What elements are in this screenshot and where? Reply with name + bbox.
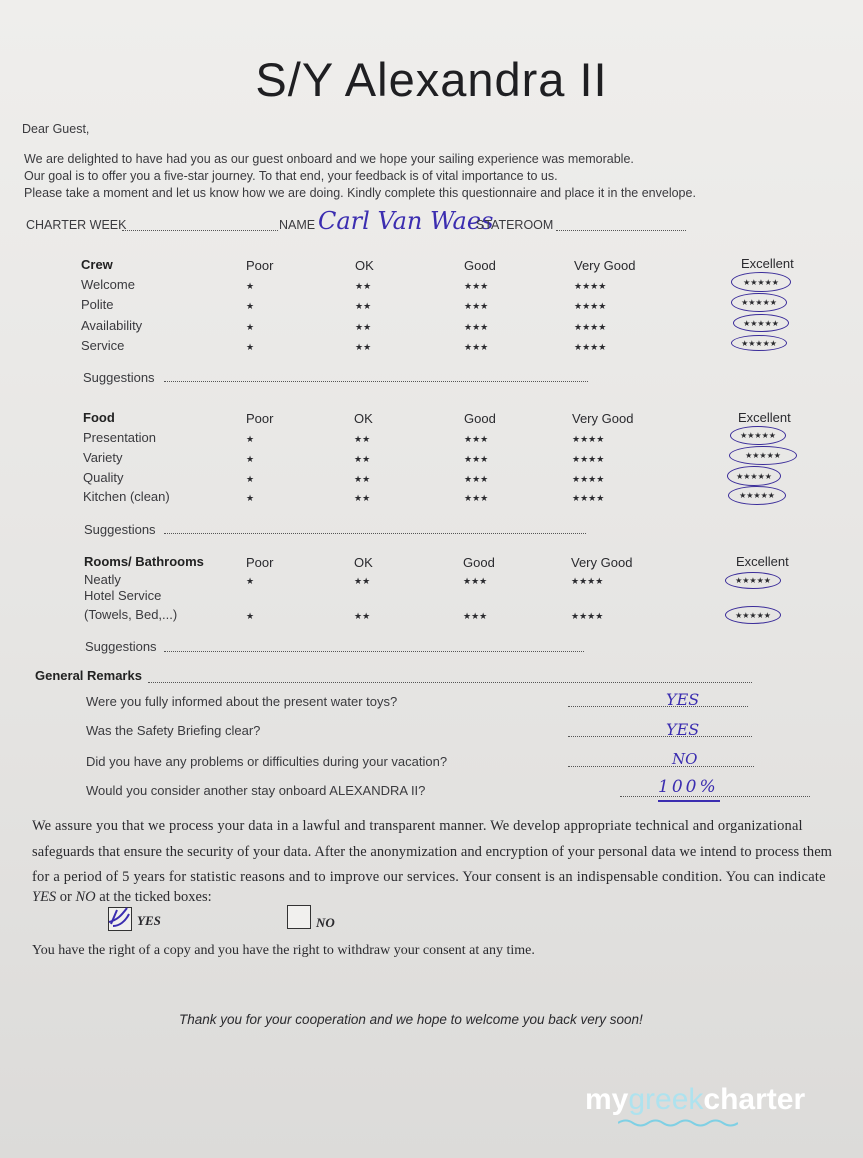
rating-excellent-circled[interactable]: ★★★★★ [728,486,786,505]
rating-very-good[interactable]: ★★★★ [574,281,607,291]
rating-good[interactable]: ★★★ [464,342,489,352]
name-value[interactable]: Carl Van Waes [318,207,494,235]
rating-excellent-circled[interactable]: ★★★★★ [733,314,789,332]
rating-very-good[interactable]: ★★★★ [574,342,607,352]
rating-very-good[interactable]: ★★★★ [572,454,605,464]
name-label: NAME [279,218,316,232]
intro-line-3: Please take a moment and let us know how we are doing. Kindly complete this questionnaire and place it in the envelope. [24,186,696,200]
intro-line-1: We are delighted to have had you as our guest onboard and we hope your sailing experience was memorable. [24,152,634,166]
consent-yes-word: YES [32,889,57,905]
mygreekcharter-logo [585,1083,805,1117]
rating-ok[interactable]: ★★ [354,493,371,503]
rating-ok[interactable]: ★★ [355,281,372,291]
rating-poor[interactable]: ★ [246,493,255,503]
logo-part-charter: charter [703,1083,806,1116]
closing-message: Thank you for your cooperation and we hope to welcome you back very soon! [179,1012,643,1027]
col-good: Good [463,555,495,570]
yes-checkbox[interactable] [108,907,132,931]
rating-poor[interactable]: ★ [246,474,255,484]
general-remarks-heading: General Remarks [35,668,142,683]
stateroom-label: STATEROOM [476,218,554,232]
row-label: Kitchen (clean) [83,489,170,504]
section-heading: Food [83,410,115,425]
row-label: Presentation [83,430,156,445]
rating-very-good[interactable]: ★★★★ [572,474,605,484]
rating-very-good[interactable]: ★★★★ [574,322,607,332]
col-good: Good [464,411,496,426]
wave-icon [618,1118,738,1128]
col-ok: OK [355,258,374,273]
page-title: S/Y Alexandra II [255,53,608,106]
col-very-good: Very Good [571,555,633,570]
col-poor: Poor [246,258,274,273]
charter-week-field[interactable] [122,230,278,231]
consent-ticked-text: at the ticked boxes: [95,889,212,905]
rating-very-good[interactable]: ★★★★ [574,301,607,311]
section-heading: Rooms/ Bathrooms [84,554,204,569]
rating-excellent-circled[interactable]: ★★★★★ [725,572,781,589]
row-label: Service [81,338,125,353]
col-ok: OK [354,555,373,570]
suggestions-label: Suggestions [83,370,155,385]
rating-excellent-circled[interactable]: ★★★★★ [731,293,787,312]
handwritten-underline [658,800,720,802]
consent-line-3: for a period of 5 years for statistic reasons and to improve our services. Your consent is an indispensable condition. You can indicate [32,869,826,885]
consent-or-word: or [56,889,76,905]
rating-ok[interactable]: ★★ [355,342,372,352]
remark-question: Was the Safety Briefing clear? [86,723,261,738]
col-excellent: Excellent [736,554,789,569]
col-very-good: Very Good [574,258,636,273]
suggestions-label: Suggestions [84,522,156,537]
rating-poor[interactable]: ★ [246,322,255,332]
rating-good[interactable]: ★★★ [464,322,489,332]
logo-part-my: my [585,1083,629,1116]
remark-answer[interactable]: YES [666,720,700,739]
rating-good[interactable]: ★★★ [464,493,489,503]
col-poor: Poor [246,411,274,426]
rating-good[interactable]: ★★★ [464,281,489,291]
greeting: Dear Guest, [22,122,90,136]
rating-good[interactable]: ★★★ [464,301,489,311]
row-label: Welcome [81,277,135,292]
rating-excellent-circled[interactable]: ★★★★★ [727,466,781,486]
rating-excellent-circled[interactable]: ★★★★★ [731,272,791,292]
remark-answer[interactable]: NO [672,750,698,768]
rating-ok[interactable]: ★★ [354,434,371,444]
section-heading: Crew [81,257,113,272]
rating-ok[interactable]: ★★ [354,576,371,586]
rating-excellent-circled[interactable]: ★★★★★ [725,606,781,624]
rating-poor[interactable]: ★ [246,611,255,621]
check-mark-icon [107,904,137,930]
intro-line-2: Our goal is to offer you a five-star journey. To that end, your feedback is of vital importance to us. [24,169,558,183]
stateroom-field[interactable] [556,230,686,231]
logo-part-greek: greek [628,1083,704,1116]
rating-poor[interactable]: ★ [246,576,255,586]
remark-question: Did you have any problems or difficulties during your vacation? [86,754,448,769]
col-ok: OK [354,411,373,426]
consent-no-word: NO [75,889,96,905]
rating-excellent-circled[interactable]: ★★★★★ [729,446,797,465]
rating-ok[interactable]: ★★ [354,454,371,464]
remark-answer-line[interactable] [568,706,748,707]
col-excellent: Excellent [738,410,791,425]
rating-very-good[interactable]: ★★★★ [571,576,604,586]
rating-good[interactable]: ★★★ [464,454,489,464]
rating-poor[interactable]: ★ [246,342,255,352]
rating-good[interactable]: ★★★ [464,434,489,444]
rating-excellent-circled[interactable]: ★★★★★ [730,426,786,445]
rating-poor[interactable]: ★ [246,434,255,444]
suggestions-field[interactable] [164,381,588,382]
suggestions-label: Suggestions [85,639,157,654]
remark-question: Would you consider another stay onboard ALEXANDRA II? [86,783,426,798]
suggestions-field[interactable] [164,533,586,534]
remark-answer-line[interactable] [568,766,754,767]
rating-good[interactable]: ★★★ [463,611,488,621]
remark-answer[interactable]: YES [666,690,700,709]
rating-very-good[interactable]: ★★★★ [572,434,605,444]
rating-very-good[interactable]: ★★★★ [572,493,605,503]
rating-good[interactable]: ★★★ [463,576,488,586]
rating-excellent-circled[interactable]: ★★★★★ [731,335,787,351]
row-label-2: (Towels, Bed,...) [84,607,178,622]
rating-ok[interactable]: ★★ [354,611,371,621]
remark-question: Were you fully informed about the present water toys? [86,694,398,709]
col-excellent: Excellent [741,256,794,271]
remark-answer-line[interactable] [568,736,752,737]
col-poor: Poor [246,555,274,570]
general-remarks-field[interactable] [148,682,752,683]
rating-poor[interactable]: ★ [246,454,255,464]
rating-ok[interactable]: ★★ [355,301,372,311]
consent-line-1: We assure you that we process your data in a lawful and transparent manner. We develop appropriate technical and organizational [32,818,803,834]
rating-good[interactable]: ★★★ [464,474,489,484]
rating-poor[interactable]: ★ [246,301,255,311]
row-label: Neatly [84,572,121,587]
suggestions-field[interactable] [164,651,584,652]
rating-ok[interactable]: ★★ [355,322,372,332]
no-label: NO [316,915,335,930]
row-label: Quality [83,470,124,485]
rating-ok[interactable]: ★★ [354,474,371,484]
col-good: Good [464,258,496,273]
row-label: Hotel Service [84,588,162,603]
rights-text: You have the right of a copy and you have the right to withdraw your consent at any time. [32,943,535,958]
remark-answer[interactable]: 100% [658,777,719,797]
row-label: Polite [81,297,114,312]
rating-very-good[interactable]: ★★★★ [571,611,604,621]
yes-label: YES [137,913,161,928]
col-very-good: Very Good [572,411,634,426]
row-label: Variety [83,450,123,465]
charter-week-label: CHARTER WEEK [26,218,127,232]
row-label: Availability [81,318,143,333]
no-checkbox[interactable] [287,905,311,929]
consent-line-2: safeguards that ensure the security of your data. After the anonymization and encryption of your personal data we intend to process them [32,844,833,860]
rating-poor[interactable]: ★ [246,281,255,291]
